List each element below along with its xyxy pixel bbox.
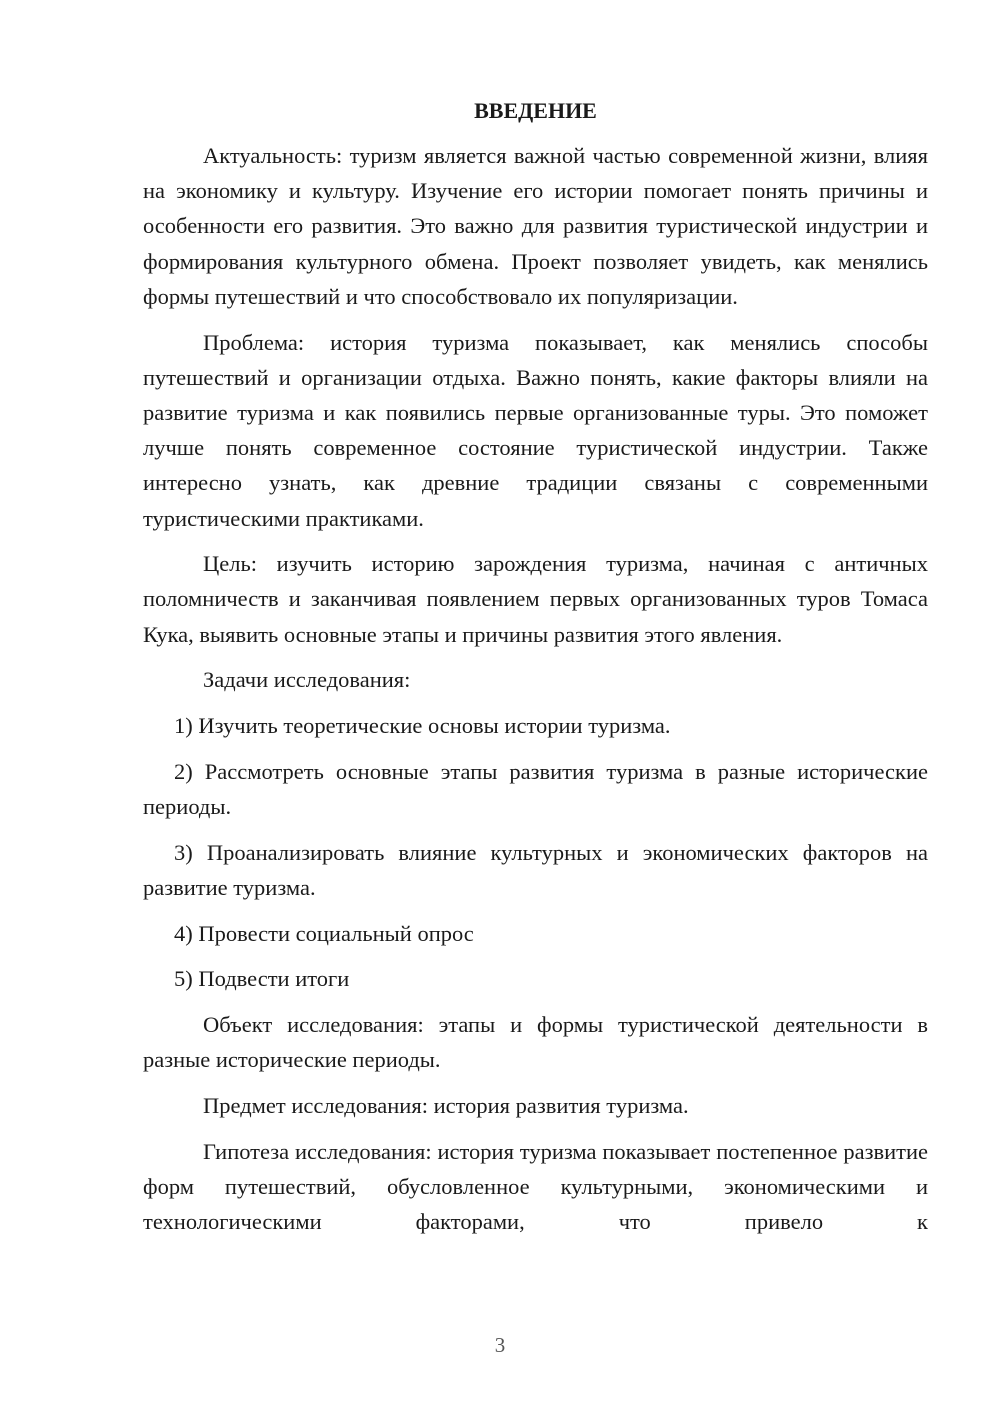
paragraph-subject: Предмет исследования: история развития туризма.: [203, 1092, 689, 1118]
paragraph-tasks-heading: Задачи исследования:: [203, 667, 411, 693]
list-item-task-3: 3) Проанализировать влияние культурных и экономических факторов на развитие туризма.: [143, 839, 928, 900]
page-number: 3: [494, 1333, 506, 1357]
list-item-task-2: 2) Рассмотреть основные этапы развития туризма в разные исторические периоды.: [143, 758, 928, 819]
page-title: ВВЕДЕНИЕ: [474, 98, 597, 123]
paragraph-problem: Проблема: история туризма показывает, как менялись способы путешествий и организации отдыха. Важно понять, какие факторы влияли на развитие туризма и как появились первые организованные туры. Это поможет лучше понять современное состояние туристической индустрии. Также интересно узнать, как древние традиции связаны с современными туристическими практиками.: [143, 329, 928, 531]
paragraph-relevance: Актуальность: туризм является важной частью современной жизни, влияя на экономику и культуру. Изучение его истории помогает понять причины и особенности его развития. Это важно для развития туристической индустрии и формирования культурного обмена. Проект позволяет увидеть, как менялись формы путешествий и что способствовало их популяризации.: [143, 143, 928, 309]
list-item-task-5: 5) Подвести итоги: [174, 966, 350, 992]
paragraph-hypothesis: Гипотеза исследования: история туризма показывает постепенное развитие форм путешествий, обусловленное культурными, экономическими и технологическими факторами, что привело к: [143, 1138, 928, 1234]
paragraph-object: Объект исследования: этапы и формы туристической деятельности в разные исторические периоды.: [143, 1011, 928, 1073]
list-item-task-4: 4) Провести социальный опрос: [174, 920, 474, 946]
list-item-task-1: 1) Изучить теоретические основы истории туризма.: [174, 713, 671, 739]
document-page: [143, 94, 928, 1239]
paragraph-goal: Цель: изучить историю зарождения туризма, начиная с античных поломничеств и заканчивая появлением первых организованных туров Томаса Кука, выявить основные этапы и причины развития этого явления.: [143, 551, 928, 647]
